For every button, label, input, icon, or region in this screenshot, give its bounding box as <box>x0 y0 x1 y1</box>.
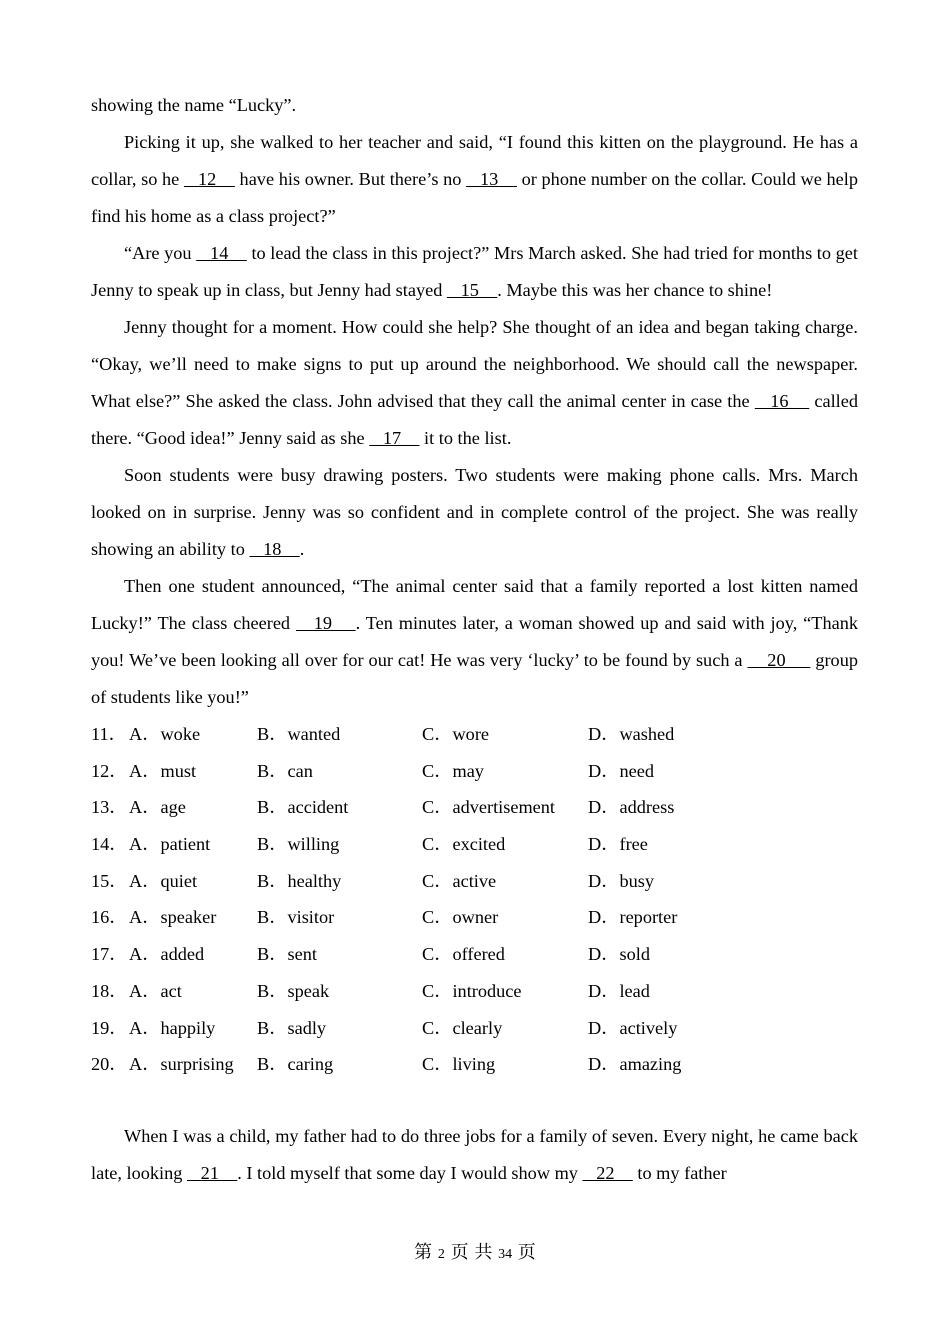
text: Soon students were busy drawing posters. Two students were making phone calls. Mrs. March looked on in surprise. Jenny was so confident and in complete control of the project. She was really showing an ability to <box>91 465 858 559</box>
option-a: A．surprising <box>129 1054 234 1075</box>
blank-17: 17 <box>369 428 420 448</box>
option-c: C．may <box>422 760 484 781</box>
passage1-para3 <box>91 309 858 457</box>
question-number: 13． <box>91 797 128 818</box>
passage1-para0 <box>91 87 858 124</box>
text: . <box>299 539 305 559</box>
text: . Ten minutes later, a woman showed up and said with joy, “Thank you! We’ve been looking all over for our cat! He was very ‘lucky’ to be found by such a <box>91 613 858 670</box>
text: to lead the class in this project?” Mrs March asked. She had tried for months to get Jenny to speak up in class, but Jenny had stayed <box>91 243 858 300</box>
question-number: 20． <box>91 1054 128 1075</box>
option-d: D．sold <box>588 944 650 965</box>
option-b: B．healthy <box>257 870 342 891</box>
blank-19: 19 <box>295 613 356 633</box>
option-a: A．speaker <box>129 907 217 928</box>
option-a: A．age <box>129 797 186 818</box>
question-row <box>91 863 858 900</box>
text: showing the name “Lucky”. <box>91 95 297 115</box>
page-number: 2 <box>437 1247 445 1262</box>
text: . I told myself that some day I would show my <box>237 1162 583 1183</box>
option-a: A．patient <box>129 834 211 855</box>
question-number: 11． <box>91 724 127 744</box>
question-number: 17． <box>91 944 128 965</box>
blank-15: 15 <box>446 280 498 300</box>
question-number: 12． <box>91 760 128 781</box>
option-d: D．actively <box>588 1017 678 1038</box>
text: Then one student announced, “The animal center said that a family reported a lost kitten named Lucky!” The class cheered <box>91 576 858 633</box>
text: “Are you <box>124 243 197 263</box>
option-a: A．act <box>129 980 182 1001</box>
blank-14: 14 <box>196 243 247 263</box>
passage1-para5 <box>91 568 858 716</box>
option-c: C．offered <box>422 944 505 965</box>
question-row <box>91 789 858 826</box>
text: called there. “Good idea!” Jenny said as she <box>91 391 858 448</box>
option-b: B．wanted <box>257 724 341 744</box>
option-a: A．added <box>129 944 205 965</box>
text: have his owner. But there’s no <box>234 169 467 189</box>
option-b: B．caring <box>257 1054 334 1075</box>
option-a: A．happily <box>129 1017 216 1038</box>
total-pages: 34 <box>498 1247 513 1262</box>
question-number: 16． <box>91 907 128 928</box>
blank-12: 12 <box>183 169 235 189</box>
option-d: D．need <box>588 760 654 781</box>
section-gap <box>91 1083 858 1118</box>
option-d: D．reporter <box>588 907 678 928</box>
question-number: 19． <box>91 1017 128 1038</box>
option-d: D．busy <box>588 870 655 891</box>
question-number: 15． <box>91 870 128 891</box>
question-number: 14． <box>91 834 128 855</box>
option-b: B．sadly <box>257 1017 327 1038</box>
page-footer <box>0 1238 950 1270</box>
blank-21: 21 <box>186 1162 238 1183</box>
option-b: B．willing <box>257 834 340 855</box>
text: Picking it up, she walked to her teacher and said, “I found this kitten on the playground. He has a collar, so he <box>91 132 858 189</box>
option-c: C．active <box>422 870 497 891</box>
text: Jenny thought for a moment. How could she help? She thought of an idea and began taking charge. “Okay, we’ll need to make signs to put up around the neighborhood. We should call the newspaper. What else?” She asked the class. John advised that they call the animal center in case the <box>91 317 858 411</box>
text: When I was a child, my father had to do three jobs for a family of seven. Every night, he came back late, looking <box>91 1125 858 1183</box>
footer-text: 页 <box>512 1242 536 1263</box>
question-row <box>91 826 858 863</box>
footer-text: 页 共 <box>444 1242 499 1263</box>
question-list <box>91 716 858 1083</box>
option-a: A．woke <box>129 724 201 744</box>
option-d: D．free <box>588 834 648 855</box>
blank-16: 16 <box>754 391 810 411</box>
question-row <box>91 753 858 790</box>
question-row <box>91 1046 858 1083</box>
question-row <box>91 936 858 973</box>
blank-18: 18 <box>249 539 300 559</box>
passage1-para1 <box>91 124 858 235</box>
text: . Maybe this was her chance to shine! <box>497 280 773 300</box>
question-number: 18． <box>91 980 128 1001</box>
option-c: C．advertisement <box>422 797 556 818</box>
text: it to the list. <box>419 428 512 448</box>
option-d: D．washed <box>588 724 675 744</box>
option-d: D．lead <box>588 980 650 1001</box>
option-b: B．speak <box>257 980 330 1001</box>
option-a: A．must <box>129 760 197 781</box>
blank-13: 13 <box>466 169 517 189</box>
option-b: B．sent <box>257 944 317 965</box>
option-d: D．address <box>588 797 675 818</box>
option-c: C．owner <box>422 907 499 928</box>
text: group of students like you!” <box>91 650 858 707</box>
option-c: C．clearly <box>422 1017 503 1038</box>
question-row <box>91 716 858 753</box>
text: or phone number on the collar. Could we help find his home as a class project?” <box>91 169 858 226</box>
blank-22: 22 <box>582 1162 633 1183</box>
text: to my father <box>632 1162 727 1183</box>
option-a: A．quiet <box>129 870 198 891</box>
option-c: C．introduce <box>422 980 522 1001</box>
option-c: C．excited <box>422 834 506 855</box>
blank-20: 20 <box>747 650 811 670</box>
question-row <box>91 1010 858 1047</box>
option-c: C．wore <box>422 724 490 744</box>
option-b: B．can <box>257 760 313 781</box>
option-c: C．living <box>422 1054 496 1075</box>
passage1-para4 <box>91 457 858 568</box>
passage2-para1 <box>91 1118 858 1192</box>
footer-text: 第 <box>414 1242 438 1263</box>
document-page <box>91 87 858 1192</box>
question-row <box>91 899 858 936</box>
option-d: D．amazing <box>588 1054 682 1075</box>
option-b: B．visitor <box>257 907 335 928</box>
passage1-para2 <box>91 235 858 309</box>
option-b: B．accident <box>257 797 349 818</box>
question-row <box>91 973 858 1010</box>
